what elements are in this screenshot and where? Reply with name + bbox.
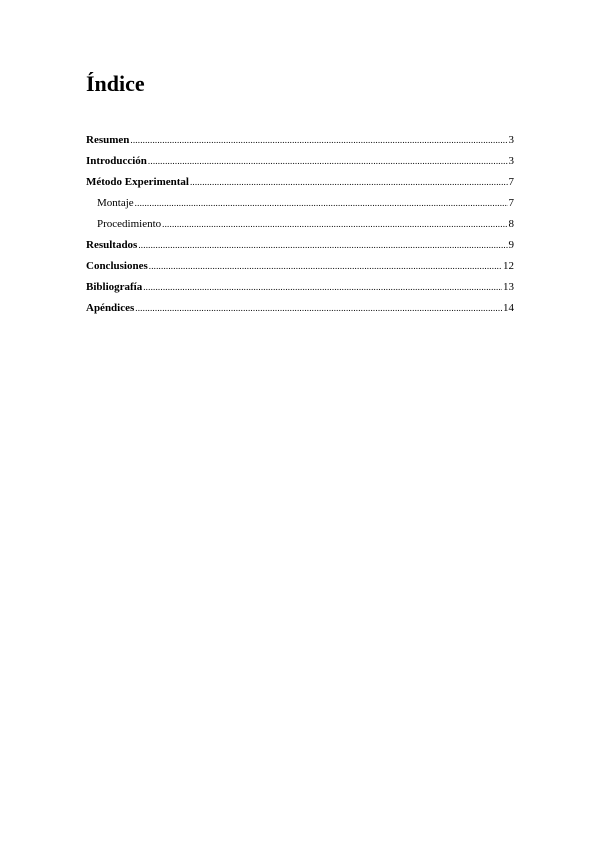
toc-entry-montaje[interactable] [86, 193, 514, 214]
toc-entry-label: Resultados [86, 239, 138, 251]
toc-dot-leader [148, 151, 508, 172]
toc-dot-leader [138, 235, 507, 256]
toc-dot-leader [135, 193, 508, 214]
toc-dot-leader [149, 256, 502, 277]
toc-dot-leader [162, 214, 507, 235]
toc-dot-leader [143, 277, 502, 298]
page-title: Índice [86, 71, 145, 96]
toc-entry-resultados[interactable] [86, 235, 514, 256]
toc-entry-apendices[interactable] [86, 298, 514, 319]
toc-entry-conclusiones[interactable] [86, 256, 514, 277]
toc-entry-page: 13 [503, 281, 514, 293]
toc-dot-leader [135, 298, 502, 319]
toc-entry-page: 3 [508, 134, 514, 146]
toc-entry-label: Método Experimental [86, 176, 189, 188]
toc-entry-page: 12 [503, 260, 514, 272]
toc-entry-label: Introducción [86, 155, 147, 167]
toc-entry-page: 7 [508, 176, 514, 188]
toc-entry-page: 9 [508, 239, 514, 251]
toc-entry-bibliografia[interactable] [86, 277, 514, 298]
toc-entry-resumen[interactable] [86, 130, 514, 151]
toc-entry-label: Procedimiento [97, 218, 162, 230]
toc-dot-leader [190, 172, 508, 193]
toc-entry-metodo-experimental[interactable] [86, 172, 514, 193]
toc-entry-label: Bibliografía [86, 281, 143, 293]
toc-entry-label: Montaje [97, 197, 134, 209]
toc-dot-leader [130, 130, 507, 151]
toc-entry-page: 3 [508, 155, 514, 167]
toc-entry-label: Conclusiones [86, 260, 148, 272]
toc-entry-label: Resumen [86, 134, 130, 146]
toc-entry-page: 8 [508, 218, 514, 230]
toc-entry-procedimiento[interactable] [86, 214, 514, 235]
table-of-contents [86, 130, 514, 319]
toc-entry-label: Apéndices [86, 302, 135, 314]
toc-entry-introduccion[interactable] [86, 151, 514, 172]
toc-entry-page: 14 [503, 302, 514, 314]
toc-entry-page: 7 [508, 197, 514, 209]
